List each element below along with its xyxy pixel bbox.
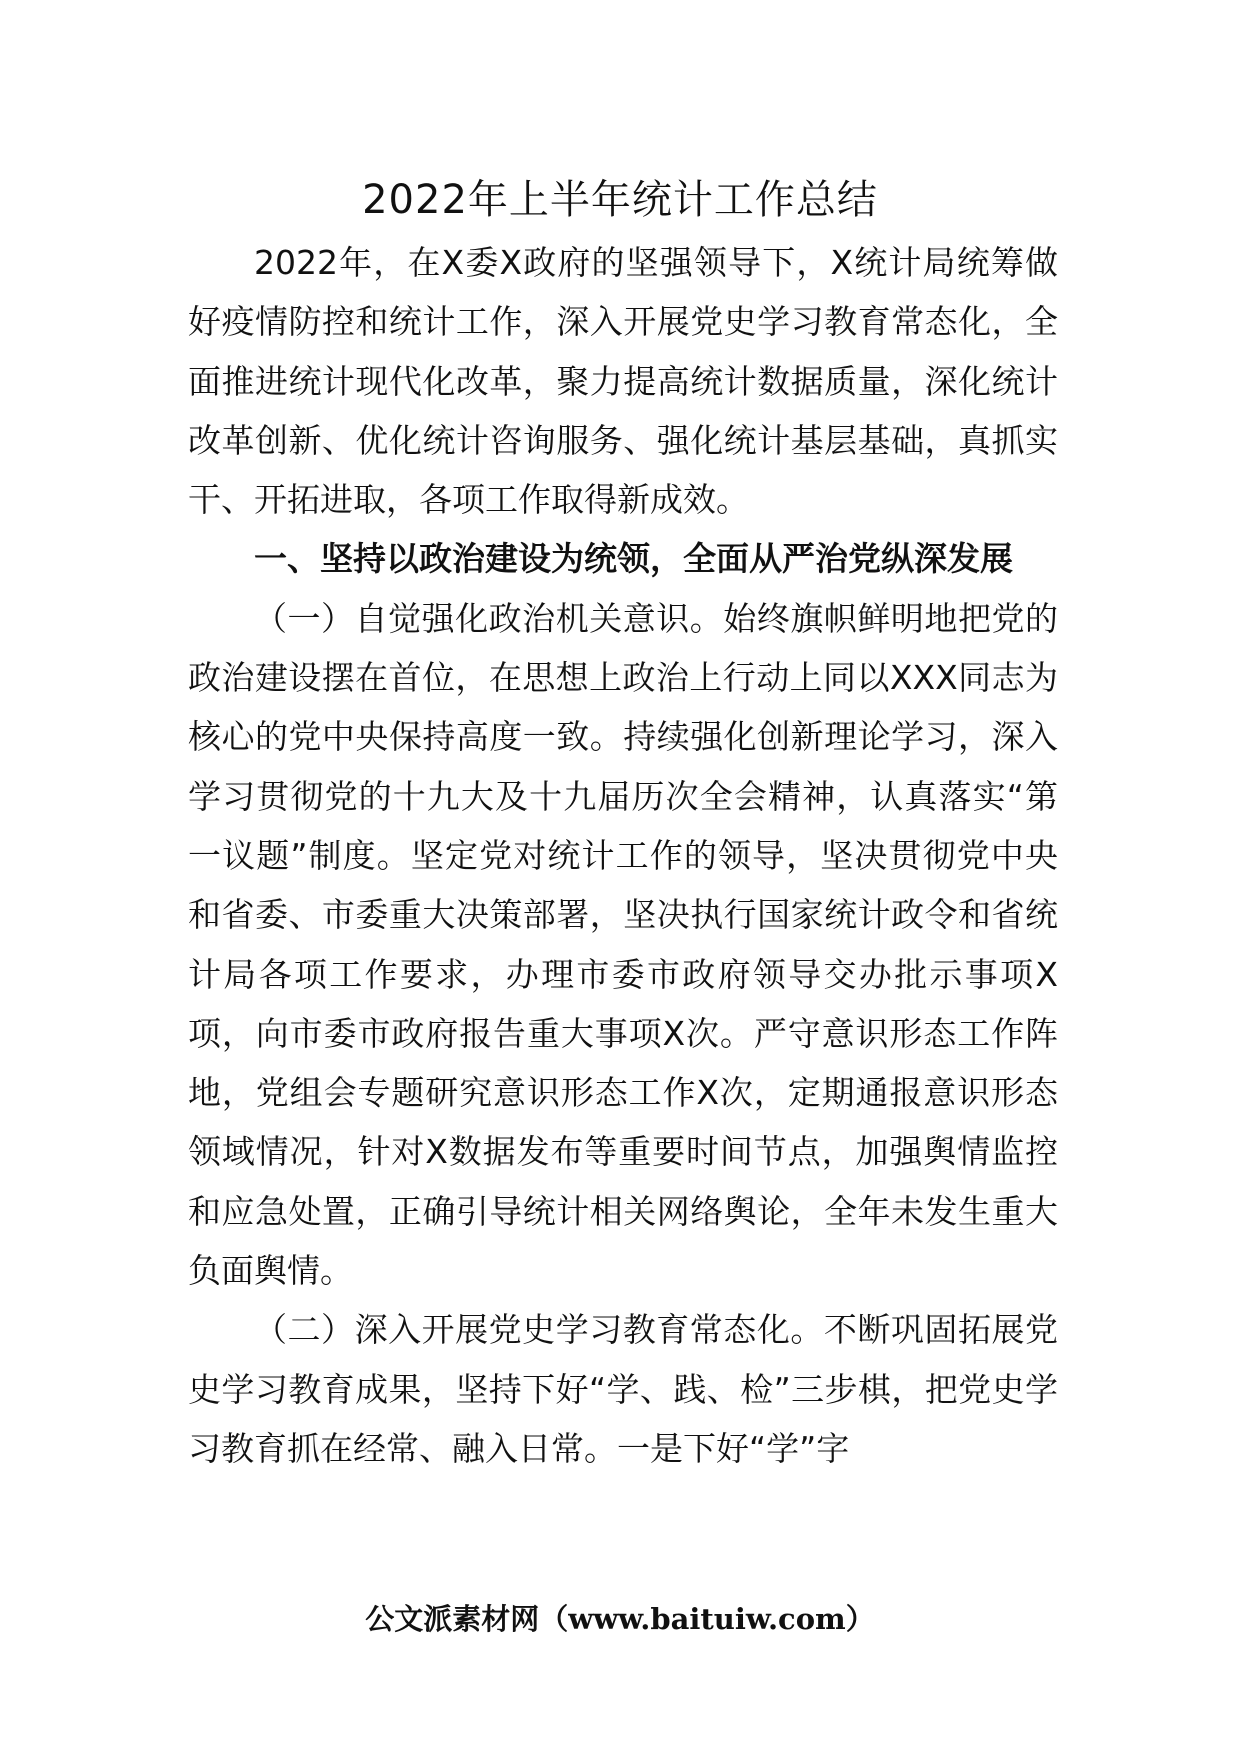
footer-watermark: 公文派素材网（www.baituiw.com） bbox=[365, 1602, 875, 1636]
document-title: 2022年上半年统计工作总结 bbox=[362, 177, 878, 223]
intro-paragraph: 2022年，在X委X政府的坚强领导下，X统计局统筹做好疫情防控和统计工作，深入开展党史学习教育常态化，全面推进统计现代化改革，聚力提高统计数据质量，深化统计改革创新、优化统计咨询服务、强化统计基层基础，真抓实干、开拓进取，各项工作取得新成效。 bbox=[188, 243, 1058, 520]
body-paragraph: （二）深入开展党史学习教育常态化。不断巩固拓展党史学习教育成果，坚持下好“学、践、检”三步棋，把党史学习教育抓在经常、融入日常。一是下好“学”字 bbox=[188, 1310, 1058, 1468]
document-body bbox=[188, 233, 1058, 1478]
section-heading: 一、坚持以政治建设为统领，全面从严治党纵深发展 bbox=[254, 539, 1013, 579]
body-paragraph: （一）自觉强化政治机关意识。始终旗帜鲜明地把党的政治建设摆在首位，在思想上政治上行动上同以XXX同志为核心的党中央保持高度一致。持续强化创新理论学习，深入学习贯彻党的十九大及十九届历次全会精神，认真落实“第一议题”制度。坚定党对统计工作的领导，坚决贯彻党中央和省委、市委重大决策部署，坚决执行国家统计政令和省统计局各项工作要求，办理市委市政府领导交办批示事项X项，向市委市政府报告重大事项X次。严守意识形态工作阵地，党组会专题研究意识形态工作X次，定期通报意识形态领域情况，针对X数据发布等重要时间节点，加强舆情监控和应急处置，正确引导统计相关网络舆论，全年未发生重大负面舆情。 bbox=[188, 598, 1058, 1291]
